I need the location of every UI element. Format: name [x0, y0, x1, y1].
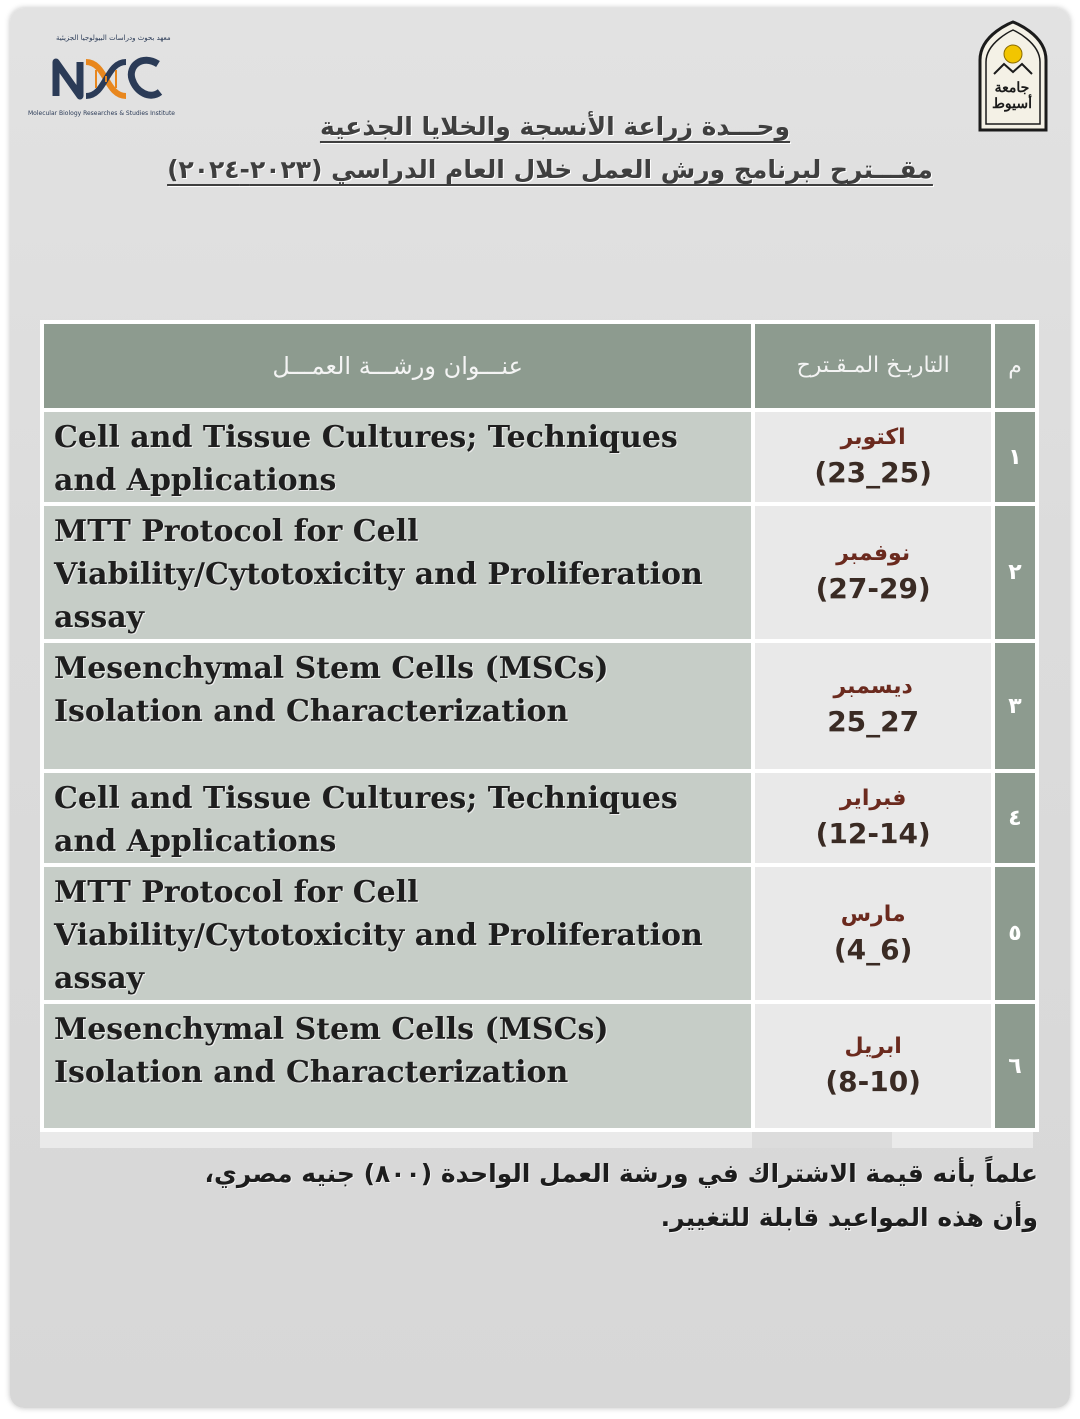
header-workshop-title: عنـــوان ورشـــة العمـــل: [42, 322, 753, 410]
table-row: [42, 641, 1037, 771]
workshop-table: [40, 320, 1039, 1148]
date-month: ابريل: [844, 1034, 902, 1059]
document-page: [10, 8, 1070, 1408]
workshop-title: MTT Protocol for Cell Viability/Cytotoxicity and Proliferation assay: [42, 504, 753, 641]
workshop-date: [753, 865, 993, 1002]
workshop-date: [753, 641, 993, 771]
row-number: ٦: [993, 1002, 1037, 1130]
date-range: (27-29): [815, 571, 931, 605]
date-range: (4_6): [833, 932, 913, 966]
row-number: ٣: [993, 641, 1037, 771]
row-number: ٥: [993, 865, 1037, 1002]
header-number: م: [993, 322, 1037, 410]
header-proposed-date: التاريـخ المـقـترح: [753, 322, 993, 410]
workshop-date: [753, 410, 993, 504]
logo-english-caption: Molecular Biology Researches & Studies Institute: [28, 110, 175, 117]
unit-title: وحـــدة زراعة الأنسجة والخلايا الجذعية: [319, 112, 791, 141]
row-number: ٤: [993, 771, 1037, 865]
table-row: [42, 1002, 1037, 1130]
table-row: [42, 504, 1037, 641]
row-number: ٢: [993, 504, 1037, 641]
institute-logo: [28, 30, 178, 120]
date-month: فبراير: [839, 786, 907, 811]
table-row: [42, 410, 1037, 504]
date-range: 25_27: [827, 705, 920, 738]
date-month: اكتوبر: [840, 425, 906, 450]
note-line-2: وأن هذه المواعيد قابلة للتغيير.: [660, 1203, 1038, 1232]
date-month: ديسمبر: [833, 674, 913, 699]
table-header-row: [42, 322, 1037, 410]
table-row: [42, 771, 1037, 865]
row-number: ١: [993, 410, 1037, 504]
workshop-date: [753, 1002, 993, 1130]
workshop-title: Mesenchymal Stem Cells (MSCs) Isolation and Characterization: [42, 1002, 753, 1130]
workshop-title: Cell and Tissue Cultures; Techniques and Applications: [42, 410, 753, 504]
dna-logo-icon: [46, 48, 166, 108]
date-month: نوفمبر: [836, 540, 911, 566]
date-range: (8-10): [825, 1065, 921, 1098]
fee-note: [178, 1152, 1038, 1240]
program-title: مقـــترح لبرنامج ورش العمل خلال العام الدراسي (٢٠٢٣-٢٠٢٤): [167, 155, 933, 184]
workshop-date: [753, 504, 993, 641]
table-footer-strip: [40, 1132, 1039, 1148]
date-month: مارس: [840, 901, 906, 927]
date-range: (23_25): [814, 456, 932, 489]
workshop-title: Mesenchymal Stem Cells (MSCs) Isolation and Characterization: [42, 641, 753, 771]
seal-text: جامعة أسيوط: [991, 80, 1033, 112]
table-row: [42, 865, 1037, 1002]
workshop-title: MTT Protocol for Cell Viability/Cytotoxicity and Proliferation assay: [42, 865, 753, 1002]
workshop-title: Cell and Tissue Cultures; Techniques and Applications: [42, 771, 753, 865]
note-line-1: علماً بأنه قيمة الاشتراك في ورشة العمل الواحدة (٨٠٠) جنيه مصري،: [204, 1159, 1038, 1188]
workshop-date: [753, 771, 993, 865]
logo-arabic-caption: معهد بحوث ودراسات البيولوجيا الجزيئية: [56, 34, 171, 42]
date-range: (12-14): [815, 817, 931, 850]
